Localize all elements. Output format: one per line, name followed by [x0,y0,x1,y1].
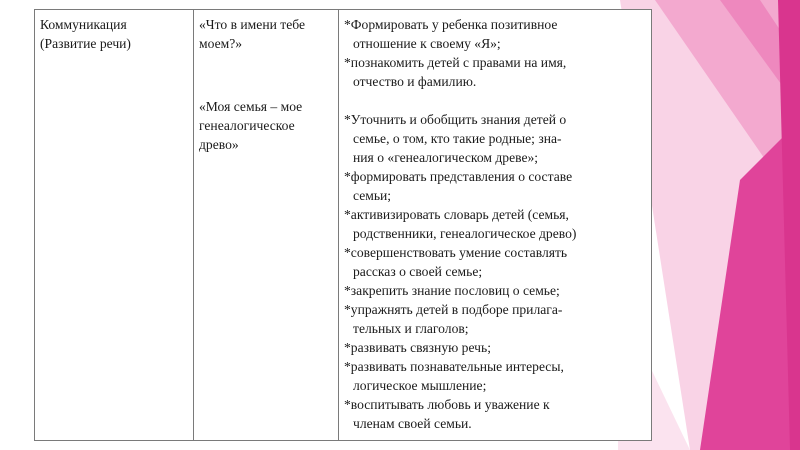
goal-item [344,338,646,357]
goal-item [344,243,646,281]
goal-line: *закрепить знание пословиц о семье; [344,283,560,298]
goal-item [344,281,646,300]
topic-line: генеалогическое [199,118,295,133]
goal-line: *развивать связную речь; [344,340,491,355]
topic-name [199,15,333,53]
section-cell [35,10,194,441]
topic-line: древо» [199,137,239,152]
goal-item [344,167,646,205]
goal-item [344,110,646,167]
goal-line: *познакомить детей с правами на имя, [344,55,567,70]
goal-line: *Формировать у ребенка позитивное [344,17,558,32]
goal-line: членам своей семьи. [353,416,472,431]
goal-item [344,205,646,243]
goal-line: *воспитывать любовь и уважение к [344,397,550,412]
goals-cell [339,10,652,441]
goal-line: логическое мышление; [353,378,487,393]
section-name-line2: (Развитие речи) [40,36,131,51]
goal-line: *Уточнить и обобщить знания детей о [344,112,567,127]
goals-group-family [344,110,646,433]
goal-line: семьи; [353,188,392,203]
goal-line: *упражнять детей в подборе прилага- [344,302,563,317]
goal-line: *развивать познавательные интересы, [344,359,564,374]
goal-line: отчество и фамилию. [353,74,477,89]
goal-item [344,395,646,433]
goal-line: родственники, генеалогическое древо) [353,226,577,241]
goal-line: *формировать представления о составе [344,169,573,184]
goal-line: отношение к своему «Я»; [353,36,501,51]
goal-line: *активизировать словарь детей (семья, [344,207,569,222]
goal-item [344,300,646,338]
topic-line: «Моя семья – мое [199,99,303,114]
goal-line: семье, о том, кто такие родные; зна- [353,131,562,146]
goal-line: тельных и глаголов; [353,321,469,336]
goal-line: ния о «генеалогическом древе»; [353,150,539,165]
topic-line: моем?» [199,36,243,51]
topic-family-tree [199,97,333,154]
goal-item [344,357,646,395]
program-table [34,9,652,441]
goal-line: рассказ о своей семье; [353,264,483,279]
section-name-line1: Коммуникация [40,17,127,32]
topics-cell [194,10,339,441]
table-row [35,10,652,441]
goal-item [344,53,646,91]
topic-line: «Что в имени тебе [199,17,306,32]
goal-line: *совершенствовать умение составлять [344,245,568,260]
goals-group-name [344,15,646,91]
goal-item [344,15,646,53]
